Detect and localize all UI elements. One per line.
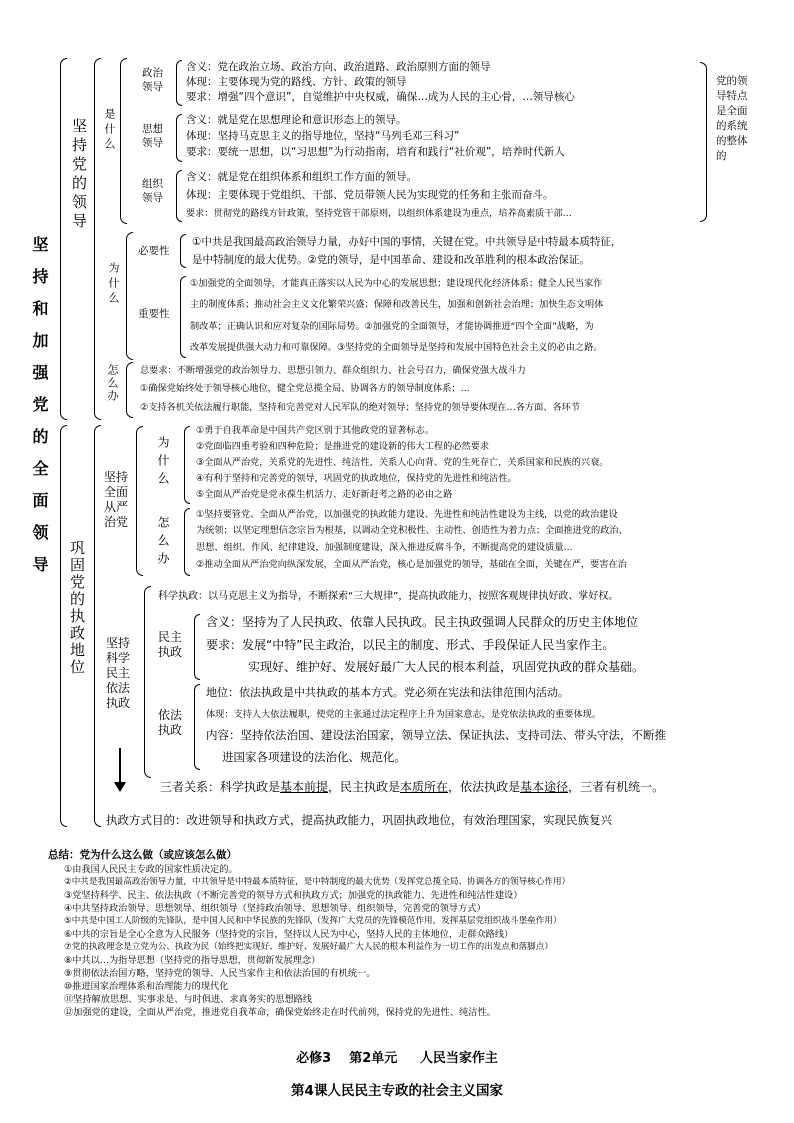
footer-lesson-heading: 第4课人民民主专政的社会主义国家 bbox=[291, 1083, 503, 1099]
lawful-line-1: 地位：依法执政是中共执政的基本方式。党必须在宪法和法律范围内活动。 bbox=[206, 686, 569, 699]
why-brace bbox=[126, 232, 133, 360]
strict-why-2: ②党面临四重考验和四种危险；是推进党的建设新的伟大工程的必然要求 bbox=[196, 441, 490, 452]
section2-title: 巩固党的执政地位 bbox=[68, 540, 86, 676]
what-brace bbox=[120, 58, 127, 224]
strict-why-label: 为什么 bbox=[156, 436, 170, 490]
strict-why-brace bbox=[184, 426, 190, 504]
summary-item: ⑪坚持解放思想、实事求是、与时俱进、求真务实的思想路线 bbox=[64, 994, 313, 1005]
organizational-line-3: 要求：贯彻党的路线方针政策，坚持党管干部原则，以组织体系建设为重点，培养高素质干部… bbox=[186, 208, 572, 219]
democratic-brace bbox=[194, 614, 200, 680]
relation-b: 本质所在 bbox=[400, 780, 449, 794]
summary-item: ⑥中共的宗旨是全心全意为人民服务（坚持党的宗旨，坚持以人民为中心，坚持人民的主体地位，走群众路线） bbox=[64, 929, 514, 940]
organizational-brace bbox=[176, 170, 182, 222]
section1-title: 坚持党的领导 bbox=[70, 118, 88, 232]
how-line-2: ①确保党始终处于领导核心地位，健全党总揽全局、协调各方的领导制度体系；… bbox=[140, 383, 470, 394]
democratic-label: 民主执政 bbox=[158, 630, 183, 659]
relation-line bbox=[160, 780, 664, 794]
democratic-line-2: 要求：发展“中特”民主政治，以民主的制度、形式、手段保证人民当家作主。 bbox=[206, 638, 615, 652]
necessity-label: 必要性 bbox=[138, 245, 170, 257]
relation-suffix: ，三者有机统一。 bbox=[568, 780, 665, 794]
ideological-label: 思想领导 bbox=[142, 123, 163, 149]
lawful-line-2: 体现：支持人大依法履职，使党的主张通过法定程序上升为国家意志，是党依法执政的重要体现。 bbox=[206, 709, 602, 720]
organizational-label: 组织领导 bbox=[142, 178, 163, 204]
what-label: 是什么 bbox=[103, 108, 116, 153]
summary-item: ③党坚持科学、民主、依法执政（不断完善党的领导方式和执政方式；加强党的执政能力、先进性和纯洁性建设） bbox=[64, 890, 523, 901]
summary-list bbox=[64, 863, 784, 1019]
importance-line-3: 制改革；正确认识和应对复杂的国际局势。②加强党的全面领导，才能协调推进“四个全面”战略，为 bbox=[190, 321, 594, 332]
summary-item: ⑧中共以…为指导思想（坚持党的指导思想，贯彻新发展理念） bbox=[64, 955, 321, 966]
strict-how-4: ②推动全面从严治党向纵深发展，全面从严治党，核心是加强党的领导，基础在全面，关键在严，要害在治 bbox=[196, 559, 627, 570]
law-label: 坚持科学民主依法执政 bbox=[106, 636, 131, 710]
main-brace-top bbox=[60, 58, 67, 420]
strict-how-2: 为统领；以坚定理想信念宗旨为根基，以调动全党积极性、主动性、创造性为着力点；全面推进党的政治、 bbox=[196, 525, 628, 536]
strict-how-1: ①坚持要管党、全面从严治党，以加强党的执政能力建设、先进性和纯洁性建设为主线，以党的政治建设 bbox=[196, 509, 618, 520]
how-label: 怎么办 bbox=[106, 364, 119, 403]
importance-line-1: ①加强党的全面领导，才能真正落实以人民为中心的发展思想；建设现代化经济体系；健全人民当家作 bbox=[190, 278, 603, 289]
relation-a: 基本前提 bbox=[280, 780, 329, 794]
arrow-shaft bbox=[119, 748, 121, 784]
goal-line: 执政方式目的：改进领导和执政方式，提高执政能力，巩固执政地位，有效治理国家，实现民族复兴 bbox=[106, 813, 612, 827]
section1-brace bbox=[94, 58, 101, 420]
ideological-line-2: 体现：坚持马克思主义的指导地位，坚持“马列毛邓三科习” bbox=[186, 130, 460, 142]
why-label: 为什么 bbox=[107, 262, 120, 307]
lawful-brace bbox=[194, 684, 200, 770]
summary-item: ①由我国人民民主专政的国家性质决定的。 bbox=[64, 864, 238, 875]
political-line-1: 含义：党在政治立场、政治方向、政治道路、政治原则方面的领导 bbox=[186, 61, 491, 73]
lawful-label: 依法执政 bbox=[158, 708, 183, 737]
political-brace bbox=[176, 60, 182, 106]
strict-why-1: ①勇于自我革命是中国共产党区别于其他政党的显著标志。 bbox=[196, 425, 434, 436]
importance-label: 重要性 bbox=[138, 308, 170, 320]
how-line-3: ②支持各机关依法履行职能，坚持和完善党对人民军队的绝对领导；坚持党的领导要体现在…各方面、各环节 bbox=[140, 402, 581, 413]
ideological-line-3: 要求：要统一思想，以“习思想”为行动指南，培育和践行“社价观”，培养时代新人 bbox=[186, 146, 565, 158]
strict-how-label: 怎么办 bbox=[156, 516, 170, 570]
relation-mid2: ，依法执政是 bbox=[448, 780, 521, 794]
relation-mid1: ，民主执政是 bbox=[328, 780, 401, 794]
section2-brace bbox=[94, 425, 101, 827]
ideological-brace bbox=[176, 114, 182, 162]
summary-item: ⑫加强党的建设，全面从严治党，推进党自我革命，确保党始终走在时代前列，保持党的先进性、纯洁性。 bbox=[64, 1007, 496, 1018]
ideological-line-1: 含义：就是党在思想理论和意识形态上的领导。 bbox=[186, 114, 407, 126]
relation-c: 基本途径 bbox=[520, 780, 569, 794]
summary-title: 总结：党为什么这么做（或应该怎么做） bbox=[48, 849, 237, 861]
strict-label: 坚持全面从严治党 bbox=[104, 470, 129, 529]
relation-prefix: 三者关系：科学执政是 bbox=[160, 780, 281, 794]
strict-brace bbox=[136, 426, 143, 576]
importance-line-2: 主的制度体系；推动社会主义文化繁荣兴盛；保障和改善民生，加强和创新社会治理；加快生态文明体 bbox=[190, 299, 604, 310]
democratic-line-3: 实现好、维护好、发展好最广大人民的根本利益，巩固党执政的群众基础。 bbox=[248, 660, 645, 674]
side-note: 党的领导特点是全面的系统的整体的 bbox=[716, 75, 748, 162]
lawful-line-3: 内容：坚持依法治国、建设法治国家，领导立法、保证执法、支持司法、带头守法，不断推 bbox=[206, 728, 666, 742]
law-brace bbox=[144, 586, 151, 778]
necessity-line-2: 是中特制度的最大优势。②党的领导，是中国革命、建设和改革胜利的根本政治保证。 bbox=[192, 254, 590, 266]
democratic-line-1: 含义：坚持为了人民执政、依靠人民执政。民主执政强调人民群众的历史主体地位 bbox=[206, 615, 639, 629]
strict-why-4: ④有利于坚持和完善党的领导，巩固党的执政地位，保持党的先进性和纯洁性。 bbox=[196, 473, 517, 484]
importance-brace bbox=[180, 276, 186, 358]
political-line-2: 体现：主要体现为党的路线、方针、政策的领导 bbox=[186, 76, 407, 88]
summary-item: ⑩推进国家治理体系和治理能力的现代化 bbox=[64, 981, 229, 992]
political-label: 政治领导 bbox=[142, 67, 163, 93]
strict-how-brace bbox=[184, 508, 190, 576]
arrow-down-icon bbox=[114, 782, 126, 792]
scientific-line: 科学执政：以马克思主义为指导，不断探索“三大规律”，提高执政能力，按照客观规律执好政、掌好权。 bbox=[158, 591, 619, 602]
strict-how-3: 思想、组织、作风、纪律建设，加强制度建设，深入推进反腐斗争，不断提高党的建设质量… bbox=[196, 542, 573, 553]
side-note-brace bbox=[700, 62, 707, 222]
organizational-line-1: 含义：就是党在组织体系和组织工作方面的领导。 bbox=[186, 171, 417, 183]
necessity-brace bbox=[180, 234, 186, 268]
necessity-line-1: ①中共是我国最高政治领导力量，办好中国的事情，关键在党。中共领导是中特最本质特征， bbox=[192, 236, 622, 248]
importance-line-4: 改革发展提供强大动力和可靠保障。③坚持党的全面领导是坚持和发展中国特色社会主义的必由之路。 bbox=[190, 342, 603, 353]
strict-why-5: ⑤全面从严治党是党永葆生机活力、走好新赶考之路的必由之路 bbox=[196, 489, 453, 500]
main-title: 坚持和加强党的全面领导 bbox=[30, 236, 49, 588]
summary-item: ④中共坚持政治领导、思想领导、组织领导（坚持政治领导、思想领导、组织领导，完善党的领导方式） bbox=[64, 903, 486, 914]
footer-unit-heading: 必修3 第2单元 人民当家作主 bbox=[296, 1051, 498, 1066]
how-brace bbox=[126, 362, 133, 418]
summary-item: ⑤中共是中国工人阶级的先锋队，是中国人民和中华民族的先锋队（发挥广大党员的先锋模范作用，发挥基层党组织战斗堡垒作用） bbox=[64, 916, 562, 926]
lawful-line-4: 进国家各项建设的法治化、规范化。 bbox=[222, 750, 406, 764]
organizational-line-2: 体现：主要体现于党组织、干部、党员带领人民为实现党的任务和主张而奋斗。 bbox=[186, 189, 554, 201]
summary-item: ⑨贯彻依法治国方略，坚持党的领导、人民当家作主和依法治国的有机统一。 bbox=[64, 968, 376, 979]
summary-item: ②中共是我国最高政治领导力量，中共领导是中特最本质特征，是中特制度的最大优势（发挥党总揽全局、协调各方的领导核心作用） bbox=[64, 877, 571, 887]
main-brace-bottom bbox=[60, 425, 67, 827]
summary-item: ⑦党的执政理念是立党为公、执政为民（始终把实现好、维护好、发展好最广大人民的根本利益作为一切工作的出发点和落脚点） bbox=[64, 942, 553, 952]
political-line-3: 要求：增强“四个意识”，自觉维护中央权威，确保…成为人民的主心骨，…领导核心 bbox=[186, 91, 575, 103]
strict-why-3: ③全面从严治党，关系党的先进性、纯洁性，关系人心向背、党的生死存亡，关系国家和民族的兴衰。 bbox=[196, 457, 609, 468]
how-line-1: 总要求：不断增强党的政治领导力、思想引领力、群众组织力、社会号召力，确保党强大战斗力 bbox=[140, 365, 526, 376]
